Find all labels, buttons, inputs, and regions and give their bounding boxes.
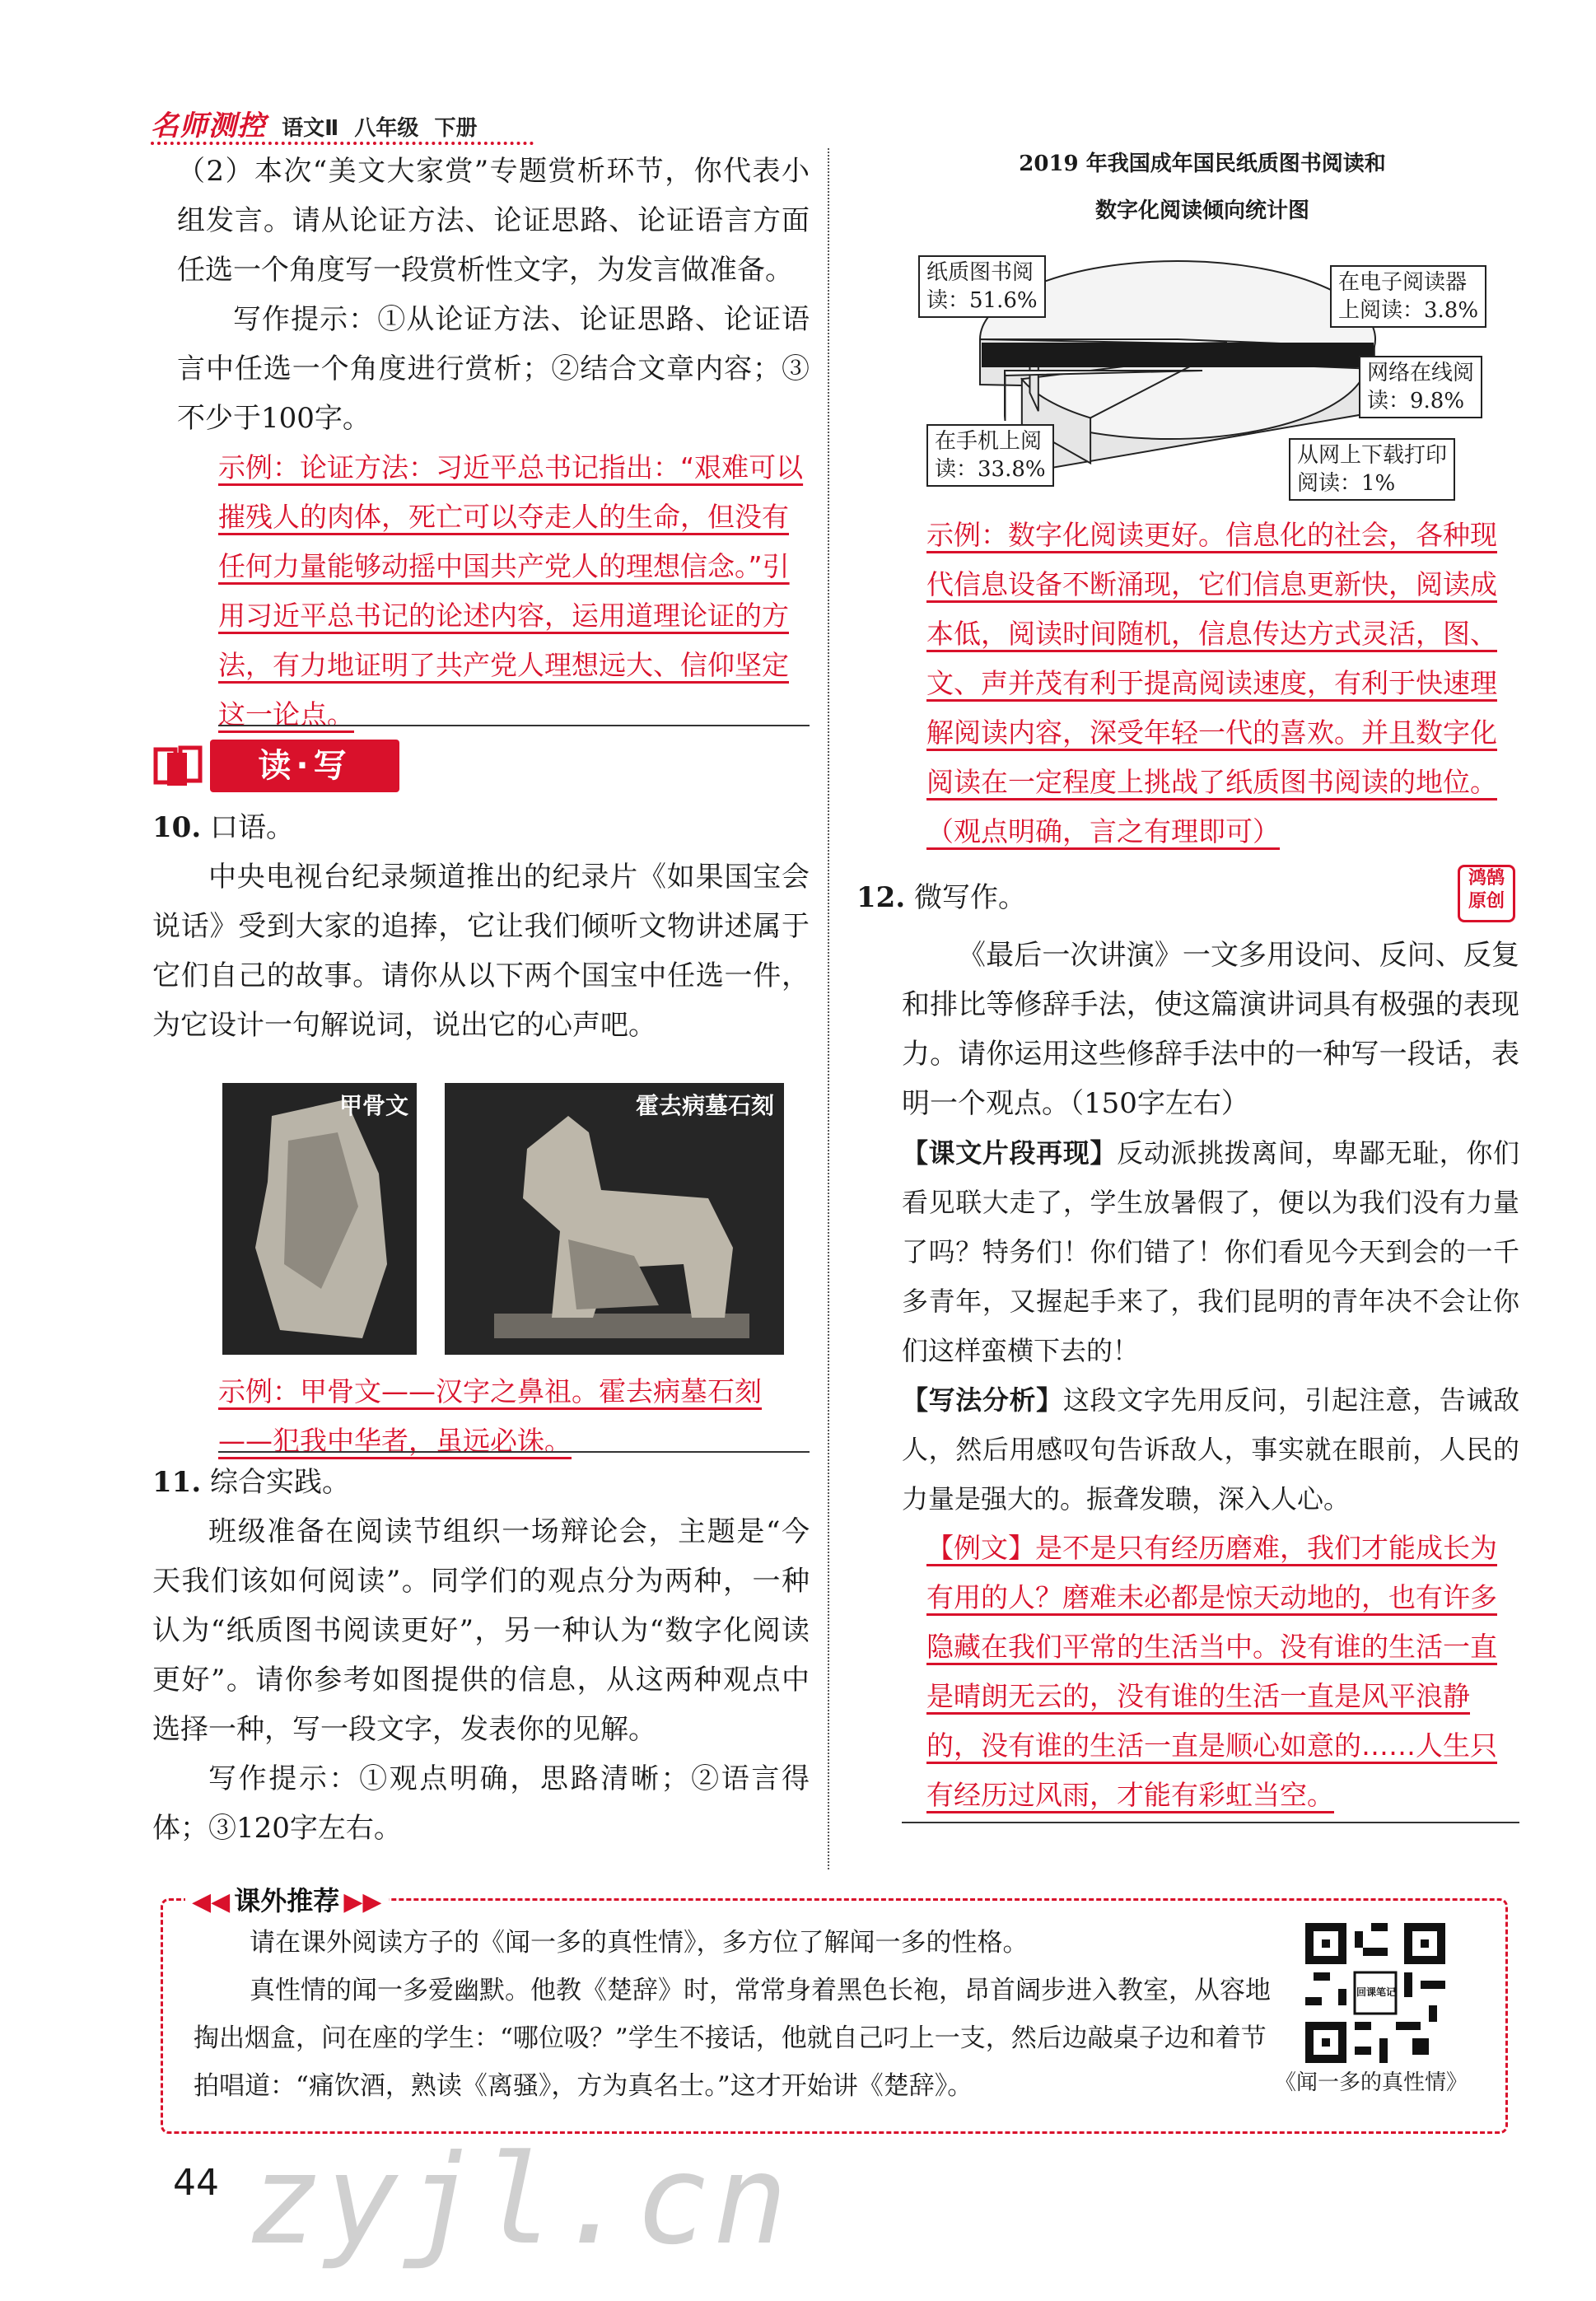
- label-print-1: 从网上下载打印: [1297, 443, 1448, 468]
- question-9-2: [177, 147, 810, 740]
- q9-2-prompt: （2）本次“美文大家赏”专题赏析环节，你代表小组发言。请从论证方法、论证思路、论证语言方面任选一个角度写一段赏析性文字，为发言做准备。: [177, 155, 810, 287]
- q10-body: 中央电视台纪录频道推出的纪录片《如果国宝会说话》受到大家的追捧，它让我们倾听文物讲述属于它们自己的故事。请你从以下两个国宝中任选一件，为它设计一句解说词，说出它的心声吧。: [152, 861, 810, 1042]
- q11-number: 11.: [152, 1466, 202, 1499]
- label-print: [1289, 438, 1455, 501]
- label-paper-2: 读：51.6%: [926, 288, 1038, 313]
- header-volume: 下册: [434, 116, 478, 141]
- page-header: [151, 103, 546, 144]
- label-phone-1: 在手机上阅: [935, 429, 1043, 454]
- stone-horse-caption: 霍去病墓石刻: [635, 1092, 774, 1119]
- q9-2-hint: 写作提示：①从论证方法、论证思路、论证语言中任选一个角度进行赏析；②结合文章内容；③不少于100字。: [177, 303, 810, 435]
- header-divider: [151, 142, 534, 145]
- recommendation-para: 真性情的闻一多爱幽默。他教《楚辞》时，常常身着黑色长袍，昂首阔步进入教室，从容地掏出烟盒，问在座的学生：“哪位吸？”学生不接话，他就自己叼上一支，然后边敲桌子边和着节拍唱道：“痛饮酒，熟读《离骚》，方为真名士。”这才开始讲《楚辞》。: [194, 1976, 1271, 2101]
- question-10: [152, 803, 810, 1050]
- qr-caption: 《闻一多的真性情》: [1275, 2070, 1468, 2095]
- recommendation-line1: 请在课外阅读方子的《闻一多的真性情》，多方位了解闻一多的性格。: [250, 1928, 1029, 1958]
- label-ereader: [1330, 265, 1486, 328]
- example-text: 是不是只有经历磨难，我们才能成长为有用的人？磨难未必都是惊天动地的，也有许多隐藏在我们平常的生活当中。没有谁的生活一直是晴朗无云的，没有谁的生活一直是风平浪静的，没有谁的生活一直是顺心如意的……人生只有经历过风雨，才能有彩虹当空。: [926, 1532, 1497, 1811]
- chart-title-line1: 2019 年我国成年国民纸质图书阅读和: [1019, 152, 1386, 176]
- double-arrow-right-icon: ▶▶: [343, 1888, 382, 1916]
- section-banner: [152, 740, 399, 794]
- brand-logo: 名师测控: [151, 110, 266, 142]
- watermark: zyjl.cn: [247, 2129, 791, 2272]
- label-paper: [918, 255, 1046, 318]
- recommendation-text: [194, 1919, 1281, 2110]
- stone-horse-image: [445, 1083, 784, 1355]
- example-tag: 【例文】: [926, 1532, 1035, 1564]
- recommendation-tag: [185, 1880, 389, 1918]
- slice-paper-edge: [982, 343, 1374, 367]
- q12-number: 12.: [856, 881, 906, 914]
- stone-horse-picture: [445, 1083, 784, 1355]
- q11-answer: 示例：数字化阅读更好。信息化的社会，各种现代信息设备不断涌现，它们信息更新快，阅读成本低，阅读时间随机，信息传达方式灵活，图、文、声并茂有利于提高阅读速度，有利于快速理解阅读内容，深受年轻一代的喜欢。并且数字化阅读在一定程度上挑战了纸质图书阅读的地位。（观点明确，言之有理即可）: [926, 519, 1497, 847]
- q12-title: 微写作。: [913, 881, 1026, 914]
- label-online-1: 网络在线阅: [1367, 361, 1475, 385]
- oracle-bone-caption: 甲骨文: [338, 1092, 408, 1119]
- label-ereader-2: 上阅读：3.8%: [1338, 298, 1479, 323]
- book-icon: [152, 744, 205, 789]
- q10-title: 口语。: [209, 811, 294, 844]
- analysis-tag: 【写法分析】: [902, 1384, 1063, 1416]
- oracle-bone-image: [222, 1083, 417, 1355]
- section-title: 读·写: [210, 740, 399, 792]
- answer-rule-3: [902, 1822, 1519, 1823]
- question-11: [152, 1458, 810, 1853]
- excerpt-text: 反动派挑拨离间，卑鄙无耻，你们看见联大走了，学生放暑假了，便以为我们没有力量了吗？特务们！你们错了！你们看见今天到会的一千多青年，又握起手来了，我们昆明的青年决不会让你们这样蛮横下去的！: [902, 1137, 1519, 1366]
- label-print-2: 阅读：1%: [1297, 471, 1396, 496]
- header-grade: 八年级: [354, 116, 419, 141]
- label-online-2: 读：9.8%: [1367, 389, 1465, 413]
- qr-center-text: 回课笔记: [1356, 1986, 1396, 1998]
- header-subject: 语文Ⅱ: [282, 116, 339, 141]
- analysis-text: 这段文字先用反问，引起注意，告诫敌人，然后用感叹句告诉敌人，事实就在眼前，人民的力量是强大的。振聋发聩，深入人心。: [902, 1384, 1519, 1515]
- excerpt-tag: 【课文片段再现】: [902, 1137, 1118, 1169]
- q10-answer: 示例：甲骨文——汉字之鼻祖。霍去病墓石刻——犯我中华者，虽远必诛。: [218, 1375, 762, 1457]
- q11-answer-block: [902, 511, 1519, 856]
- original-stamp: 鸿鹄原创: [1458, 865, 1515, 922]
- page-number: 44: [173, 2162, 219, 2204]
- chart-title: [889, 147, 1515, 234]
- q12-body: 《最后一次讲演》一文多用设问、反问、反复和排比等修辞手法，使这篇演讲词具有极强的表现力。请你运用这些修辞手法中的一种写一段话，表明一个观点。（150字左右）: [902, 939, 1519, 1120]
- label-paper-1: 纸质图书阅: [926, 260, 1034, 285]
- q9-2-answer: 示例：论证方法：习近平总书记指出：“艰难可以摧残人的肉体，死亡可以夺走人的生命，但没有任何力量能够动摇中国共产党人的理想信念。”引用习近平总书记的论述内容，运用道理论证的方法，有力地证明了共产党人理想远大、信仰坚定这一论点。: [218, 451, 804, 730]
- double-arrow-left-icon: ◀◀: [192, 1888, 231, 1916]
- question-12: [856, 873, 1524, 922]
- oracle-bone-picture: [222, 1083, 417, 1355]
- q12-content: [902, 931, 1519, 1820]
- label-online: [1359, 356, 1482, 418]
- label-phone: [926, 424, 1054, 487]
- answer-rule-2: [218, 1451, 810, 1453]
- q11-title: 综合实践。: [209, 1466, 350, 1499]
- column-divider: [828, 148, 829, 1869]
- label-ereader-1: 在电子阅读器: [1338, 270, 1468, 295]
- q11-hint: 写作提示：①观点明确，思路清晰；②语言得体；③120字左右。: [152, 1762, 810, 1845]
- q10-number: 10.: [152, 811, 202, 844]
- label-phone-2: 读：33.8%: [935, 457, 1046, 482]
- q11-body: 班级准备在阅读节组织一场辩论会，主题是“今天我们该如何阅读”。同学们的观点分为两种，一种认为“纸质图书阅读更好”，另一种认为“数字化阅读更好”。请你参考如图提供的信息，从这两种观点中选择一种，写一段文字，发表你的见解。: [152, 1515, 810, 1746]
- chart-title-line2: 数字化阅读倾向统计图: [1094, 198, 1309, 223]
- qr-code[interactable]: [1305, 1923, 1445, 2063]
- answer-rule: [218, 725, 810, 726]
- recommendation-title: 课外推荐: [234, 1885, 340, 1916]
